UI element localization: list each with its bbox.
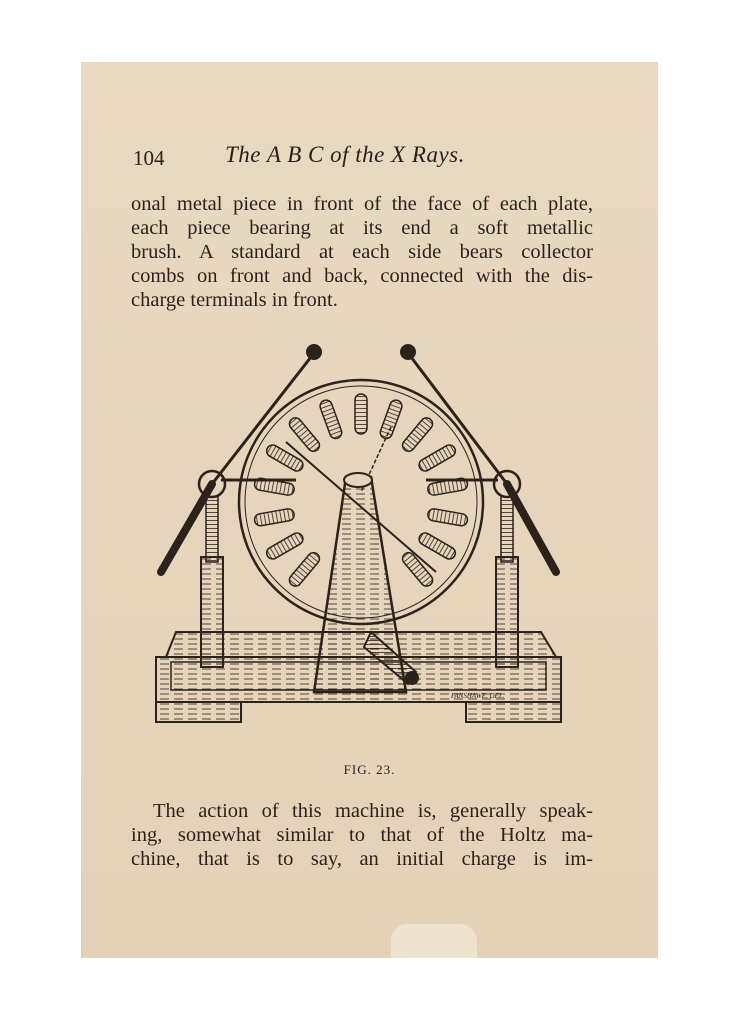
book-page <box>81 62 658 958</box>
page-fold-mark <box>391 924 477 958</box>
text-line: combs on front and back, connected with the dis- <box>131 265 593 287</box>
text-line: charge terminals in front. <box>131 289 338 311</box>
text-line: each piece bearing at its end a soft metallic <box>131 217 593 239</box>
page-header <box>133 142 603 172</box>
paragraph-top <box>131 192 593 312</box>
engraver-signature: FANSHAWE, DEL. <box>451 692 505 700</box>
text-line: ing, somewhat similar to that of the Holtz ma- <box>131 824 593 846</box>
text-line: brush. A standard at each side bears collector <box>131 241 593 263</box>
figure-caption: FIG. 23. <box>343 762 396 777</box>
text-line: The action of this machine is, generally speak- <box>153 800 593 822</box>
wimshurst-machine-illustration <box>146 332 566 752</box>
text-line: chine, that is to say, an initial charge is im- <box>131 848 593 870</box>
running-title: The A B C of the X Rays. <box>225 142 465 167</box>
page-number: 104 <box>133 146 165 170</box>
text-line: onal metal piece in front of the face of each plate, <box>131 193 593 215</box>
paragraph-bottom <box>131 799 593 871</box>
